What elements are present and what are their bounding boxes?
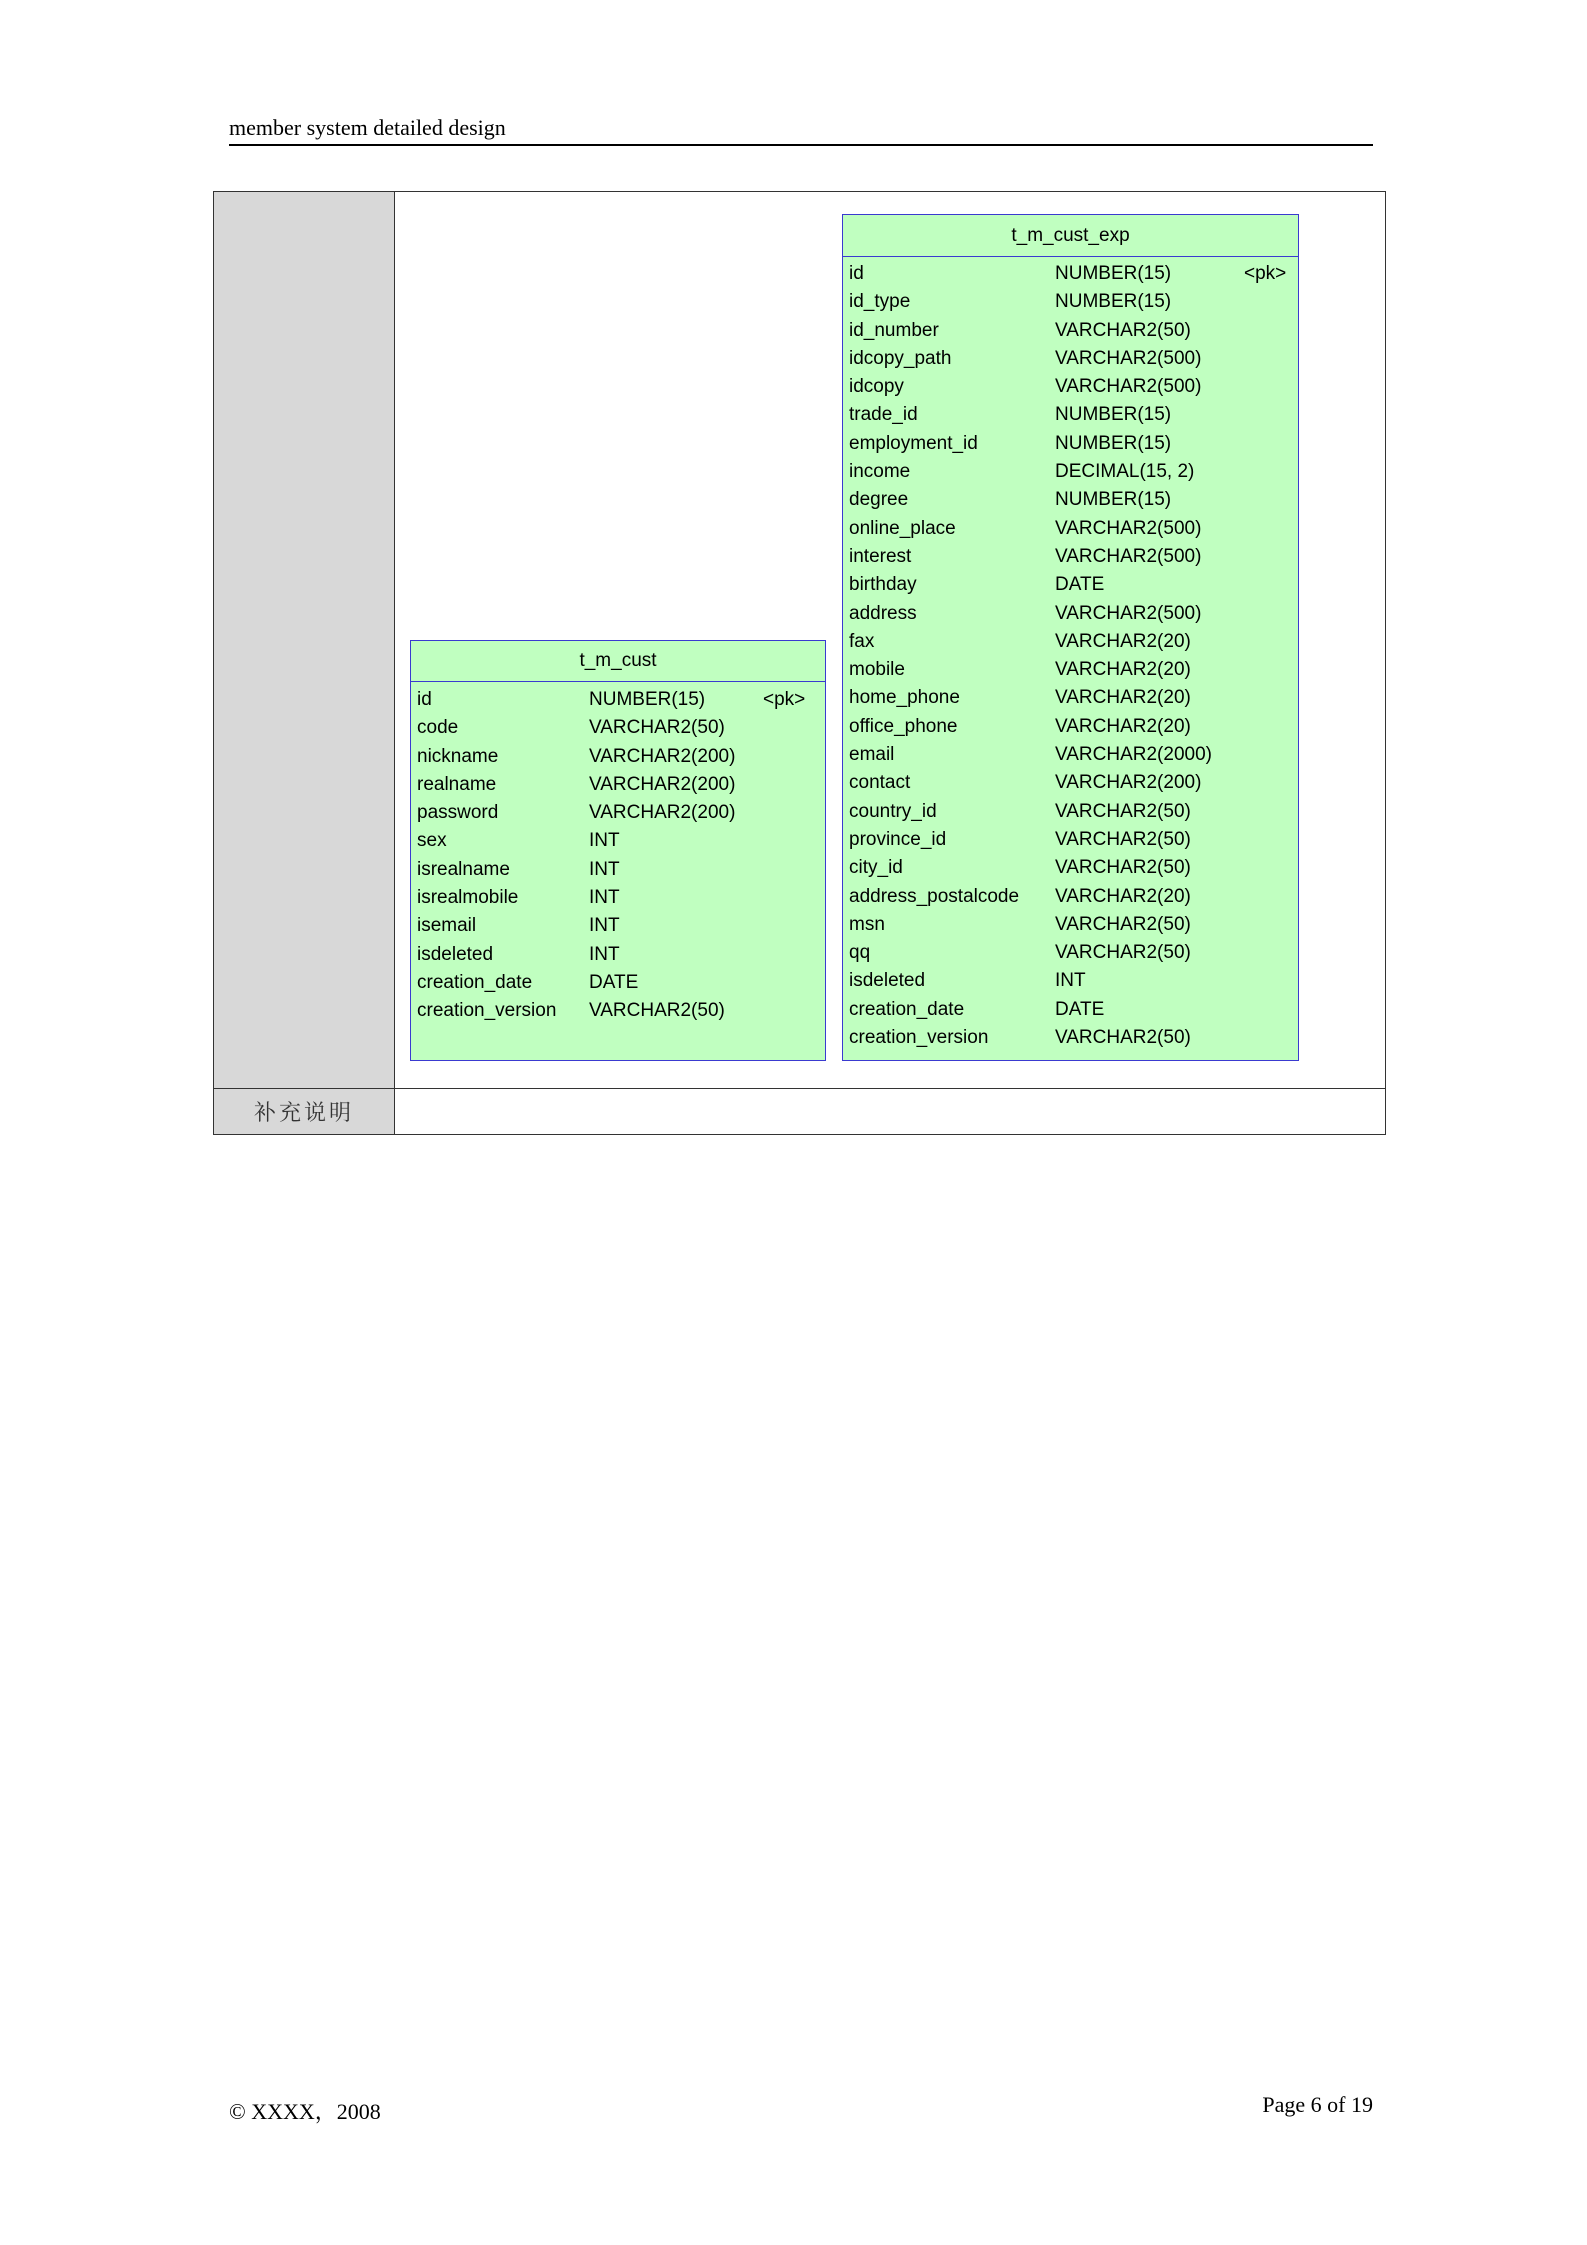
entity-column-row xyxy=(843,543,1298,571)
entity-column-row xyxy=(843,345,1298,373)
column-type: INT xyxy=(1055,970,1086,992)
entity-column-row xyxy=(843,515,1298,543)
column-type: VARCHAR2(500) xyxy=(1055,545,1202,567)
column-type: VARCHAR2(20) xyxy=(1055,659,1191,681)
column-name: realname xyxy=(417,773,497,795)
entity-column-row xyxy=(411,799,825,827)
column-type: DECIMAL(15, 2) xyxy=(1055,461,1195,483)
column-type: NUMBER(15) xyxy=(1055,291,1172,313)
column-name: password xyxy=(417,802,499,824)
column-name: email xyxy=(849,744,895,766)
entity-column-row xyxy=(843,911,1298,939)
entity-column-row xyxy=(411,941,825,969)
entity-column-row xyxy=(843,741,1298,769)
entity-column-row xyxy=(843,656,1298,684)
diagram-label-cell xyxy=(214,192,395,1088)
column-name: sex xyxy=(417,830,447,852)
entity-column-row xyxy=(843,939,1298,967)
entity-column-row xyxy=(843,967,1298,995)
entity-column-row xyxy=(843,401,1298,429)
entity-column-row xyxy=(843,854,1298,882)
column-name: id xyxy=(417,689,432,710)
column-type: VARCHAR2(20) xyxy=(1055,687,1191,709)
column-type: VARCHAR2(50) xyxy=(1055,319,1191,341)
column-type: DATE xyxy=(1055,998,1105,1020)
column-name: msn xyxy=(849,913,885,935)
entity-title: t_m_cust_exp xyxy=(843,215,1298,257)
column-name: isdeleted xyxy=(417,943,494,965)
column-name: home_phone xyxy=(849,687,960,709)
column-type: VARCHAR2(500) xyxy=(1055,517,1202,539)
column-name: creation_version xyxy=(849,1027,989,1049)
column-name: idcopy xyxy=(849,376,904,398)
column-type: VARCHAR2(50) xyxy=(1055,828,1191,850)
column-type: VARCHAR2(2000) xyxy=(1055,744,1212,766)
column-name: contact xyxy=(849,772,911,794)
entity-t-m-cust xyxy=(410,640,826,1061)
entity-column-row xyxy=(843,571,1298,599)
entity-column-row xyxy=(843,260,1298,288)
column-name: code xyxy=(417,717,459,739)
column-type: VARCHAR2(200) xyxy=(1055,772,1202,794)
column-name: birthday xyxy=(849,574,917,596)
column-type: VARCHAR2(50) xyxy=(589,1000,725,1022)
entity-column-row xyxy=(843,713,1298,741)
entity-column-row xyxy=(843,628,1298,656)
column-name: id_type xyxy=(849,291,911,313)
entity-column-row xyxy=(411,997,825,1025)
column-type: DATE xyxy=(1055,574,1105,596)
column-type: VARCHAR2(50) xyxy=(1055,913,1191,935)
column-name: id xyxy=(849,263,864,284)
column-key: <pk> xyxy=(1244,263,1287,284)
entity-column-row xyxy=(843,684,1298,712)
column-name: online_place xyxy=(849,517,956,539)
column-name: employment_id xyxy=(849,432,978,454)
entity-column-row xyxy=(411,743,825,771)
column-name: province_id xyxy=(849,828,947,850)
column-name: idcopy_path xyxy=(849,347,952,369)
column-type: VARCHAR2(500) xyxy=(1055,376,1202,398)
entity-title: t_m_cust xyxy=(411,641,825,682)
column-name: trade_id xyxy=(849,404,918,426)
column-name: interest xyxy=(849,545,912,567)
entity-columns xyxy=(411,682,825,1026)
entity-column-row xyxy=(843,1024,1298,1052)
entity-column-row xyxy=(843,600,1298,628)
column-name: city_id xyxy=(849,857,903,879)
column-type: NUMBER(15) xyxy=(1055,263,1172,284)
entity-column-row xyxy=(411,884,825,912)
column-type: VARCHAR2(20) xyxy=(1055,885,1191,907)
column-type: VARCHAR2(50) xyxy=(1055,857,1191,879)
entity-column-row xyxy=(411,827,825,855)
column-name: isrealmobile xyxy=(417,887,519,909)
column-name: country_id xyxy=(849,800,937,822)
column-name: fax xyxy=(849,630,875,652)
column-name: creation_date xyxy=(849,998,965,1020)
entity-column-row xyxy=(843,883,1298,911)
column-type: VARCHAR2(50) xyxy=(589,717,725,739)
column-name: isemail xyxy=(417,915,477,937)
design-table xyxy=(213,191,1386,1135)
entity-column-row xyxy=(843,996,1298,1024)
column-type: INT xyxy=(589,830,620,852)
column-name: income xyxy=(849,461,911,483)
supplementary-note-label: 补充说明 xyxy=(214,1089,395,1134)
entity-t-m-cust-exp xyxy=(842,214,1299,1061)
column-name: id_number xyxy=(849,319,939,341)
column-type: VARCHAR2(200) xyxy=(589,802,736,824)
column-name: address xyxy=(849,602,917,624)
footer-page-number: Page 6 of 19 xyxy=(1262,2092,1373,2117)
column-name: isrealname xyxy=(417,858,510,880)
entity-column-row xyxy=(843,288,1298,316)
column-name: address_postalcode xyxy=(849,885,1020,907)
entity-columns xyxy=(843,257,1298,1052)
entity-column-row xyxy=(411,771,825,799)
entity-column-row xyxy=(843,317,1298,345)
entity-column-row xyxy=(411,969,825,997)
entity-column-row xyxy=(843,826,1298,854)
column-type: VARCHAR2(200) xyxy=(589,773,736,795)
footer-copyright: © XXXX，2008 xyxy=(229,2099,381,2124)
entity-column-row xyxy=(843,798,1298,826)
column-type: VARCHAR2(50) xyxy=(1055,1027,1191,1049)
column-type: VARCHAR2(200) xyxy=(589,745,736,767)
column-name: mobile xyxy=(849,659,905,681)
column-type: INT xyxy=(589,858,620,880)
column-type: NUMBER(15) xyxy=(589,689,706,710)
header-rule xyxy=(229,144,1373,146)
entity-column-row xyxy=(843,373,1298,401)
column-name: creation_version xyxy=(417,1000,557,1022)
column-name: qq xyxy=(849,942,871,964)
entity-column-row xyxy=(411,856,825,884)
column-type: NUMBER(15) xyxy=(1055,432,1172,454)
column-type: VARCHAR2(500) xyxy=(1055,602,1202,624)
entity-column-row xyxy=(411,686,825,714)
column-type: INT xyxy=(589,915,620,937)
entity-column-row xyxy=(843,458,1298,486)
column-name: creation_date xyxy=(417,971,533,993)
column-name: degree xyxy=(849,489,909,511)
entity-column-row xyxy=(411,714,825,742)
column-type: VARCHAR2(50) xyxy=(1055,800,1191,822)
column-key: <pk> xyxy=(763,689,806,710)
entity-column-row xyxy=(411,912,825,940)
column-name: office_phone xyxy=(849,715,958,737)
column-type: INT xyxy=(589,943,620,965)
entity-column-row xyxy=(843,486,1298,514)
entity-column-row xyxy=(843,430,1298,458)
document-header-title: member system detailed design xyxy=(229,115,506,140)
column-type: VARCHAR2(50) xyxy=(1055,942,1191,964)
column-type: NUMBER(15) xyxy=(1055,489,1172,511)
entity-column-row xyxy=(843,769,1298,797)
column-type: INT xyxy=(589,887,620,909)
column-name: isdeleted xyxy=(849,970,926,992)
column-type: VARCHAR2(20) xyxy=(1055,630,1191,652)
column-type: VARCHAR2(20) xyxy=(1055,715,1191,737)
column-type: NUMBER(15) xyxy=(1055,404,1172,426)
column-type: DATE xyxy=(589,971,639,993)
column-name: nickname xyxy=(417,745,499,767)
column-type: VARCHAR2(500) xyxy=(1055,347,1202,369)
